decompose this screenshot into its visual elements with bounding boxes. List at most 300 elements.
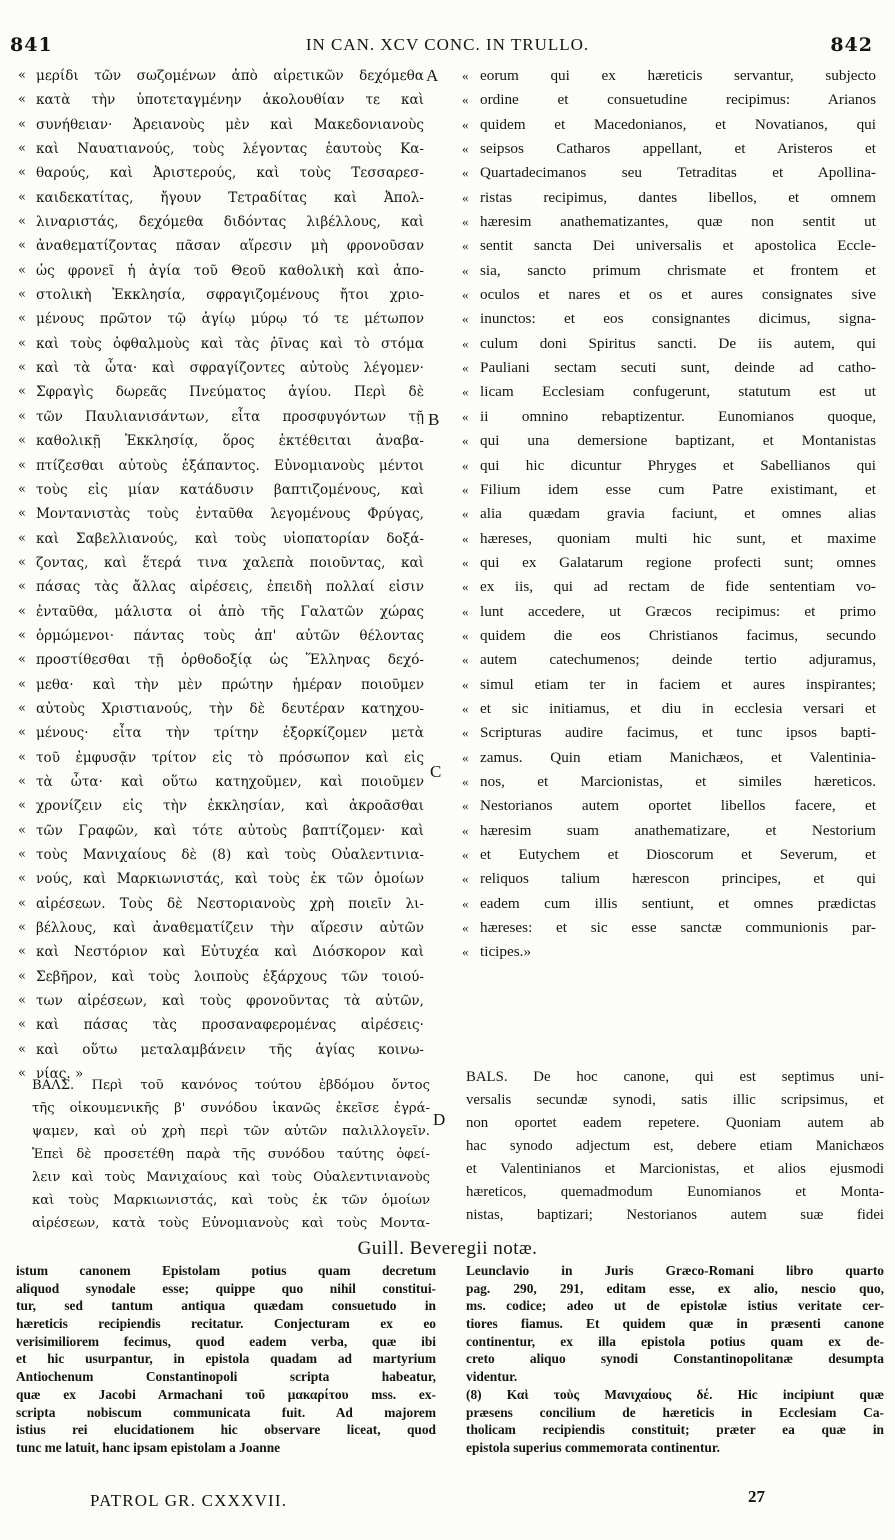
- text-line: [18, 259, 438, 283]
- text-line: [466, 1262, 884, 1280]
- text-line: [18, 478, 438, 502]
- line-text: Pauliani sectam secuti sunt, deinde ad catho-: [480, 359, 876, 377]
- text-line: [462, 137, 884, 161]
- line-text: τῶν Γραφῶν, καὶ τότε αὐτοὺς βαπτίζομεν· καὶ: [36, 822, 424, 839]
- text-line: [462, 673, 884, 697]
- quotation-mark: «: [462, 384, 469, 400]
- page-number-right: 842: [830, 34, 873, 56]
- line-text: culum doni Spiritus sancti. De iis autem, qui: [480, 334, 876, 352]
- line-text: ΒΑΛΣ. Περὶ τοῦ κανόνος τούτου ἑβδόμου ὄντος: [32, 1078, 430, 1093]
- quotation-mark: «: [18, 408, 26, 424]
- text-line: [16, 1333, 436, 1351]
- line-text: Σφραγὶς δωρεᾶς Πνεύματος ἁγίου. Περὶ δὲ: [36, 384, 424, 401]
- line-text: ὡς φρονεῖ ἡ ἁγία τοῦ Θεοῦ καθολικὴ καὶ ἀπο-: [36, 262, 424, 279]
- line-text: BALS. De hoc canone, qui est septimus uni-: [466, 1069, 884, 1085]
- line-text: Σεβῆρον, καὶ τοὺς λοιποὺς ἐξάρχους τῶν τοιού-: [36, 968, 424, 985]
- line-text: licam Ecclesiam confugerunt, statutum est ut: [480, 383, 876, 401]
- line-text: τοὺς Μανιχαίους δὲ (8) καὶ τοὺς Οὐαλεντινια-: [36, 847, 424, 863]
- text-line: [18, 234, 438, 258]
- margin-letter-c: C: [430, 762, 442, 781]
- quotation-mark: «: [462, 700, 469, 716]
- text-line: [18, 64, 438, 88]
- quotation-mark: «: [462, 92, 469, 108]
- text-line: [462, 551, 884, 575]
- text-line: [462, 721, 884, 745]
- quotation-mark: «: [18, 773, 26, 789]
- quotation-mark: «: [18, 847, 26, 862]
- text-line: [462, 575, 884, 599]
- line-text: nistas, baptizari; Nestorianos autem suæ fidei: [466, 1207, 884, 1223]
- quotation-mark: «: [462, 871, 469, 887]
- text-line: [462, 892, 884, 916]
- text-line: [462, 113, 884, 137]
- quotation-mark: «: [462, 725, 469, 741]
- line-text: μερίδι τῶν σωζομένων ἀπὸ αἱρετικῶν δεχόμεθα: [36, 68, 424, 84]
- quotation-mark: «: [18, 579, 26, 595]
- line-text: βέλλους, καὶ ἀναθεματίζειν τὴν αἵρεσιν αὐτῶν: [36, 920, 424, 937]
- quotation-mark: «: [462, 335, 469, 351]
- line-text: autem catechumenos; deinde tertio adjuramus,: [480, 651, 876, 669]
- page-number-left: 841: [10, 34, 53, 56]
- line-text: tunc me latuit, hanc ipsam epistolam a Joanne: [16, 1439, 281, 1455]
- text-line: [32, 1143, 430, 1166]
- text-line: [462, 64, 884, 88]
- text-line: [18, 502, 438, 526]
- text-line: [462, 502, 884, 526]
- line-text: προστίθεσθαι τῇ ὀρθοδοξίᾳ ὡς Ἕλληνας δεχό-: [36, 652, 424, 669]
- text-line: [16, 1404, 436, 1422]
- quotation-mark: «: [462, 944, 469, 960]
- text-line: [462, 259, 884, 283]
- line-text: Ἐπεὶ δὲ προσετέθη παρὰ τῆς συνόδου ταύτης ὀφεί-: [32, 1147, 430, 1162]
- quotation-mark: «: [18, 360, 26, 376]
- text-line: [18, 307, 438, 331]
- line-text: quæ ex Jacobi Armachani τοῦ μακαρίτου mss. ex-: [16, 1386, 436, 1402]
- quotation-mark: «: [462, 481, 469, 497]
- text-line: [32, 1212, 430, 1235]
- text-line: [18, 697, 438, 721]
- line-text: hæresim suam anathematizare, et Nestorium: [480, 821, 876, 839]
- line-text: tiores fiamus. Et quidem quæ in præsenti canone: [466, 1316, 884, 1332]
- quotation-mark: «: [18, 603, 26, 619]
- quotation-mark: «: [462, 141, 469, 157]
- text-line: [16, 1386, 436, 1404]
- text-line: [462, 332, 884, 356]
- line-text: μένους· εἶτα τὴν τρίτην ἐξορκίζομεν μετὰ: [36, 725, 424, 742]
- line-text: qui hic dicuntur Phryges et Sabellianos qui: [480, 456, 876, 474]
- quotation-mark: «: [462, 773, 469, 789]
- line-text: θαρούς, καὶ Ἀριστερούς, καὶ τοὺς Τεσσαρεσ-: [36, 165, 424, 182]
- text-line: [16, 1297, 436, 1315]
- quotation-mark: «: [462, 895, 469, 911]
- line-text: tholicam recipiendis constituit; præter ea quæ in: [466, 1422, 884, 1438]
- quotation-mark: «: [18, 530, 26, 546]
- text-line: [462, 405, 884, 429]
- line-text: istum canonem Epistolam potius quam decretum: [16, 1263, 436, 1278]
- text-line: [466, 1315, 884, 1333]
- footer-series: PATROL GR. CXXXVII.: [90, 1491, 288, 1510]
- text-line: [18, 940, 438, 964]
- running-header: [0, 32, 895, 62]
- text-line: [18, 648, 438, 672]
- text-line: [18, 600, 438, 624]
- text-line: [18, 551, 438, 575]
- line-text: et sic initiamus, et diu in ecclesia versari et: [480, 699, 876, 717]
- text-line: [16, 1280, 436, 1298]
- text-line: [462, 88, 884, 112]
- quotation-mark: «: [462, 798, 469, 814]
- quotation-mark: «: [18, 627, 26, 643]
- text-line: [466, 1135, 884, 1158]
- quotation-mark: «: [18, 262, 26, 278]
- line-text: hæreses: et sic esse sanctæ communionis par-: [480, 919, 876, 937]
- text-line: [18, 356, 438, 380]
- text-line: [466, 1386, 884, 1404]
- text-line: [462, 916, 884, 940]
- text-line: [18, 721, 438, 745]
- text-line: [466, 1204, 884, 1227]
- quotation-mark: «: [462, 920, 469, 936]
- text-line: [18, 575, 438, 599]
- text-line: [462, 283, 884, 307]
- quotation-mark: «: [18, 652, 26, 668]
- text-line: [18, 989, 438, 1013]
- line-text: καὶ Νεστόριον καὶ Εὐτυχέα καὶ Διόσκορον καὶ: [36, 944, 424, 961]
- quotation-mark: «: [18, 506, 26, 522]
- quotation-mark: «: [18, 1017, 26, 1033]
- text-line: [18, 843, 438, 867]
- quotation-mark: «: [462, 847, 469, 862]
- text-line: [462, 648, 884, 672]
- margin-letter-d: D: [433, 1110, 446, 1129]
- line-text: simul etiam ter in faciem et aures inspirantes;: [480, 675, 876, 693]
- line-text: versalis secundæ synodi, satis illic scripsimus, et: [466, 1092, 884, 1108]
- quotation-mark: «: [18, 749, 26, 765]
- line-text: qui ex Galatarum regione profecti sunt; omnes: [480, 553, 876, 571]
- line-text: καὶ τοὺς Μαρκιωνιστάς, καὶ τοὺς ἐκ τῶν ὁμοίων: [32, 1193, 430, 1208]
- text-line: [462, 454, 884, 478]
- quotation-mark: «: [18, 920, 26, 936]
- line-text: lunt accedere, ut Græcos recipimus: et primo: [480, 602, 876, 620]
- text-line: [18, 794, 438, 818]
- line-text: καὶ Σαβελλιανούς, καὶ τοὺς υἱοπατορίαν δοξά-: [36, 530, 424, 547]
- line-text: καθολικῇ Ἐκκλησίᾳ, ὅρος ἐκτέθειται ἀναβα-: [36, 433, 424, 450]
- line-text: Leunclavio in Juris Græco-Romani libro quarto: [466, 1263, 884, 1278]
- line-text: qui una demersione baptizant, et Montanistas: [480, 432, 876, 450]
- line-text: καιδεκατίτας, ἤγουν Τετραδίτας καὶ Ἀπολ-: [36, 189, 424, 206]
- quotation-mark: «: [462, 287, 469, 303]
- text-line: [462, 234, 884, 258]
- line-text: istius rei elucidationem hic observare liceat, quod: [16, 1422, 436, 1438]
- line-text: et hic usurpantur, in epistola quadam ad martyrium: [16, 1351, 436, 1367]
- quotation-mark: «: [462, 360, 469, 376]
- quotation-mark: «: [18, 1066, 26, 1082]
- line-text: Scripturas audire facimus, et tunc ipsos bapti-: [480, 724, 876, 742]
- text-line: [462, 819, 884, 843]
- line-text: quidem die eos Christianos facimus, secundo: [480, 626, 876, 644]
- text-line: [32, 1166, 430, 1189]
- text-line: [18, 210, 438, 234]
- text-line: [466, 1421, 884, 1439]
- text-line: [16, 1368, 436, 1386]
- text-line: [16, 1421, 436, 1439]
- line-text: στολικὴ Ἐκκλησία, σφραγιζομένους ἤτοι χριο-: [36, 287, 424, 304]
- line-text: inunctos: et eos consignantes dicimus, signa-: [480, 310, 876, 328]
- line-text: ἐνταῦθα, μάλιστα οἱ ἀπὸ τῆς Γαλατῶν χώρας: [36, 603, 424, 620]
- quotation-mark: «: [18, 554, 26, 570]
- quotation-mark: «: [462, 262, 469, 278]
- text-line: [466, 1089, 884, 1112]
- line-text: καὶ οὕτω μεταλαμβάνειν τῆς ἁγίας κοινω-: [36, 1041, 424, 1058]
- line-text: Antiochenum Constantinopoli scripta habeatur,: [16, 1369, 436, 1385]
- notes-heading: Guill. Beveregii notæ.: [357, 1238, 538, 1259]
- line-text: oculos et nares et os et aures consignates sive: [480, 286, 876, 304]
- text-line: [18, 137, 438, 161]
- line-text: hac synodo adjectum est, debere etiam Manichæos: [466, 1138, 884, 1154]
- quotation-mark: «: [18, 700, 26, 716]
- line-text: Μοντανιστὰς τοὺς ἐνταῦθα λεγομένους Φρύγας,: [36, 506, 424, 523]
- text-line: [462, 746, 884, 770]
- running-title: IN CAN. XCV CONC. IN TRULLO.: [305, 35, 590, 54]
- quotation-mark: «: [18, 335, 26, 351]
- line-text: et Eutychem et Dioscorum et Severum, et: [480, 846, 876, 863]
- text-line: [466, 1404, 884, 1422]
- quotation-mark: «: [18, 141, 26, 157]
- line-text: λειν καὶ τοὺς Μανιχαίους καὶ τοὺς Οὐαλεντινιανοὺς: [32, 1170, 430, 1185]
- line-text: reliquos talium hærescon principes, et qui: [480, 870, 876, 888]
- quotation-mark: «: [18, 214, 26, 230]
- line-text: αἱρέσεων. Τοὺς δὲ Νεστοριανοὺς χρὴ ποιεῖν λι-: [36, 895, 424, 912]
- text-line: [466, 1439, 884, 1457]
- line-text: (8) Καὶ τοὺς Μανιχαίους δέ. Hic incipiunt quæ: [466, 1386, 884, 1402]
- footer-sheet-number: 27: [748, 1487, 765, 1506]
- line-text: νίας. »: [36, 1066, 84, 1083]
- quotation-mark: «: [462, 603, 469, 619]
- text-line: [16, 1350, 436, 1368]
- line-text: creto aliquo synodi Constantinopolitanæ desumpta: [466, 1351, 884, 1367]
- quotation-mark: «: [18, 238, 26, 254]
- text-line: [466, 1333, 884, 1351]
- line-text: συνήθειαν· Ἀρειανοὺς μὲν καὶ Μακεδονιανοὺς: [36, 116, 424, 133]
- quotation-mark: «: [462, 68, 469, 83]
- line-text: τοῦ ἐμφυσᾷν τρίτον εἰς τὸ πρόσωπον καὶ εἰς: [36, 749, 424, 766]
- line-text: sia, sancto primum chrismate et frontem et: [480, 261, 876, 279]
- quotation-mark: «: [18, 1041, 26, 1057]
- text-line: [466, 1181, 884, 1204]
- text-line: [462, 478, 884, 502]
- text-line: [18, 770, 438, 794]
- text-line: [466, 1350, 884, 1368]
- text-line: [18, 916, 438, 940]
- quotation-mark: «: [18, 725, 26, 741]
- quotation-mark: «: [18, 287, 26, 303]
- quotation-mark: «: [462, 238, 469, 254]
- margin-letter-a: A: [426, 66, 439, 85]
- text-line: [32, 1097, 430, 1120]
- margin-letter-b: B: [428, 410, 440, 429]
- quotation-mark: «: [462, 554, 469, 570]
- line-text: aliquod synodale esse; quippe quo nihil constitui-: [16, 1280, 436, 1296]
- text-line: [462, 527, 884, 551]
- text-line: [32, 1120, 430, 1143]
- line-text: Filium idem esse cum Patre existimant, et: [480, 480, 876, 498]
- quotation-mark: «: [462, 652, 469, 668]
- text-line: [466, 1158, 884, 1181]
- text-line: [18, 454, 438, 478]
- line-text: sentit sancta Dei universalis et apostolica Eccle-: [480, 237, 876, 255]
- text-line: [462, 697, 884, 721]
- quotation-mark: «: [462, 189, 469, 205]
- text-line: [18, 819, 438, 843]
- text-line: [18, 746, 438, 770]
- line-text: ordine et consuetudine recipimus: Arianos: [480, 91, 876, 109]
- text-line: [18, 867, 438, 891]
- quotation-mark: «: [18, 798, 26, 814]
- line-text: τὰ ὦτα· καὶ οὕτω κατηχοῦμεν, καὶ ποιοῦμεν: [36, 773, 424, 790]
- quotation-mark: «: [462, 627, 469, 643]
- line-text: ζοντας, καὶ ἕτερά τινα χαλεπὰ ποιοῦντας, καὶ: [36, 554, 424, 571]
- greek-canon-column: [18, 64, 438, 1086]
- text-line: [462, 940, 884, 964]
- quotation-mark: «: [462, 676, 469, 692]
- line-text: et Valentinianos et Marcionistas, et alios ejusmodi: [466, 1161, 884, 1177]
- quotation-mark: «: [18, 189, 26, 205]
- text-line: [18, 161, 438, 185]
- text-line: [466, 1368, 884, 1386]
- text-line: [18, 673, 438, 697]
- quotation-mark: «: [18, 116, 26, 132]
- text-line: [462, 843, 884, 867]
- text-line: [462, 210, 884, 234]
- text-line: [32, 1074, 430, 1097]
- text-line: [462, 770, 884, 794]
- line-text: hæreticis recipiendis recitatur. Conjecturam ex eo: [16, 1316, 436, 1332]
- line-text: continentur, ex illa epistola potius quam ex de-: [466, 1333, 884, 1349]
- line-text: eorum qui ex hæreticis servantur, subjecto: [480, 67, 876, 84]
- text-line: [18, 527, 438, 551]
- quotation-mark: «: [462, 530, 469, 546]
- quotation-mark: «: [462, 579, 469, 595]
- text-line: [462, 600, 884, 624]
- text-line: [466, 1297, 884, 1315]
- quotation-mark: «: [18, 165, 26, 181]
- quotation-mark: «: [462, 749, 469, 765]
- text-line: [462, 186, 884, 210]
- line-text: μεθα· καὶ τὴν μὲν πρώτην ἡμέραν ποιοῦμεν: [36, 676, 424, 693]
- line-text: hæreses, quoniam multi hic sunt, et maxime: [480, 529, 876, 547]
- line-text: καὶ τοὺς ὀφθαλμοὺς καὶ τὰς ῥῖνας καὶ τὸ στόμα: [36, 335, 424, 352]
- line-text: non oportet eadem repetere. Quoniam autem ab: [466, 1115, 884, 1131]
- text-line: [18, 88, 438, 112]
- quotation-mark: «: [18, 68, 26, 83]
- line-text: ψαμεν, καὶ οὐ χρὴ περὶ τῶν αὐτῶν παλιλλογεῖν.: [32, 1124, 430, 1139]
- line-text: quidem et Macedonianos, et Novatianos, qui: [480, 115, 876, 133]
- text-line: [18, 380, 438, 404]
- quotation-mark: «: [18, 871, 26, 887]
- line-text: αἱρέσεων, κατὰ τοὺς Εὐνομιανοὺς καὶ τοὺς Μοντα-: [32, 1216, 430, 1231]
- notes-left-column: [16, 1262, 436, 1457]
- line-text: Nestorianos autem oportet libellos facere, et: [480, 797, 876, 815]
- quotation-mark: «: [18, 311, 26, 327]
- line-text: καὶ τὰ ὦτα· καὶ σφραγίζοντες αὐτοὺς λέγομεν·: [36, 360, 424, 377]
- line-text: μένους πρῶτον τῷ ἁγίῳ μύρῳ τό τε μέτωπον: [36, 311, 424, 328]
- quotation-mark: «: [18, 968, 26, 984]
- quotation-mark: «: [18, 895, 26, 911]
- text-line: [18, 624, 438, 648]
- text-line: [462, 624, 884, 648]
- line-text: verisimiliorem fecimus, quod eadem verba, quæ ibi: [16, 1333, 436, 1349]
- quotation-mark: «: [462, 408, 469, 424]
- line-text: tur, sed tantum antiqua quædam consuetudo in: [16, 1298, 436, 1314]
- balsamon-latin-commentary: [466, 1066, 884, 1227]
- quotation-mark: «: [462, 214, 469, 230]
- text-line: [32, 1189, 430, 1212]
- line-text: των αἱρέσεων, καὶ τοὺς φρονοῦντας τὰ αὐτῶν,: [36, 993, 424, 1010]
- line-text: πτίζεσθαι αὐτοὺς ἐξάπαντος. Εὐνομιανοὺς μέντοι: [36, 457, 424, 474]
- line-text: pag. 290, 291, editam esse, ex alio, nescio quo,: [466, 1280, 884, 1296]
- line-text: hæresim anathematizantes, quæ non sentit ut: [480, 213, 876, 231]
- line-text: νούς, καὶ Μαρκιωνιστάς, καὶ τοὺς ἐκ τῶν ὁμοίων: [36, 871, 424, 888]
- text-line: [466, 1112, 884, 1135]
- line-text: ms. codice; adeo ut de epistolæ istius veritate cer-: [466, 1298, 884, 1314]
- quotation-mark: «: [18, 433, 26, 449]
- quotation-mark: «: [18, 993, 26, 1009]
- text-line: [462, 429, 884, 453]
- text-line: [462, 867, 884, 891]
- line-text: ex iis, qui ad rectam de fide sententiam vo-: [480, 578, 876, 596]
- line-text: epistola superius commemorata continentur.: [466, 1439, 720, 1455]
- line-text: ἀναθεματίζοντας πᾶσαν αἵρεσιν μὴ φρονοῦσαν: [36, 238, 424, 255]
- quotation-mark: «: [18, 944, 26, 960]
- line-text: eadem cum illis sentiunt, et omnes prædictas: [480, 894, 876, 912]
- quotation-mark: «: [18, 92, 26, 108]
- text-line: [16, 1439, 436, 1457]
- line-text: ὁρμώμενοι· πάντας τοὺς ἀπ' αὐτῶν θέλοντας: [36, 627, 424, 644]
- quotation-mark: «: [462, 116, 469, 132]
- text-line: [466, 1066, 884, 1089]
- quotation-mark: «: [18, 457, 26, 473]
- line-text: scripta nobiscum communicata fuit. Ad majorem: [16, 1404, 436, 1420]
- quotation-mark: «: [462, 311, 469, 327]
- quotation-mark: «: [462, 506, 469, 522]
- text-line: [18, 1038, 438, 1062]
- line-text: zamus. Quin etiam Manichæos, et Valentinia-: [480, 748, 876, 766]
- text-line: [18, 1013, 438, 1037]
- text-line: [18, 892, 438, 916]
- line-text: τῶν Παυλιανισάντων, εἶτα προσφυγόντων τῇ: [36, 408, 424, 425]
- text-line: [16, 1315, 436, 1333]
- balsamon-greek-commentary: [32, 1074, 430, 1235]
- line-text: πάσας τὰς ἄλλας αἱρέσεις, ἐπειδὴ πολλαί εἰσιν: [36, 579, 424, 596]
- text-line: [462, 794, 884, 818]
- line-text: seipsos Catharos appellant, et Aristeros et: [480, 140, 876, 158]
- quotation-mark: «: [462, 822, 469, 838]
- quotation-mark: «: [462, 457, 469, 473]
- line-text: ticipes.»: [480, 943, 532, 961]
- text-line: [462, 161, 884, 185]
- line-text: nos, et Marcionistas, et similes hæreticos.: [480, 772, 876, 790]
- text-line: [462, 380, 884, 404]
- quotation-mark: «: [18, 384, 26, 400]
- line-text: λιναριστάς, δεχόμεθα διδόντας λιβέλλους, καὶ: [36, 214, 424, 231]
- line-text: καὶ Ναυατιανούς, τοὺς λέγοντας ἑαυτοὺς Κα-: [36, 141, 424, 158]
- line-text: τῆς οἰκουμενικῆς β' συνόδου ἱκανῶς ἐκεῖσε ἐγρά-: [32, 1101, 430, 1116]
- line-text: τοὺς εἰς μίαν κατάδυσιν βαπτιζομένους, καὶ: [36, 481, 424, 498]
- line-text: κατὰ τὴν ὑποτεταγμένην ἀκολουθίαν τε καὶ: [36, 92, 424, 109]
- text-line: [18, 283, 438, 307]
- text-line: [18, 332, 438, 356]
- line-text: καὶ πάσας τὰς προσαναφερομένας αἱρέσεις·: [36, 1017, 424, 1034]
